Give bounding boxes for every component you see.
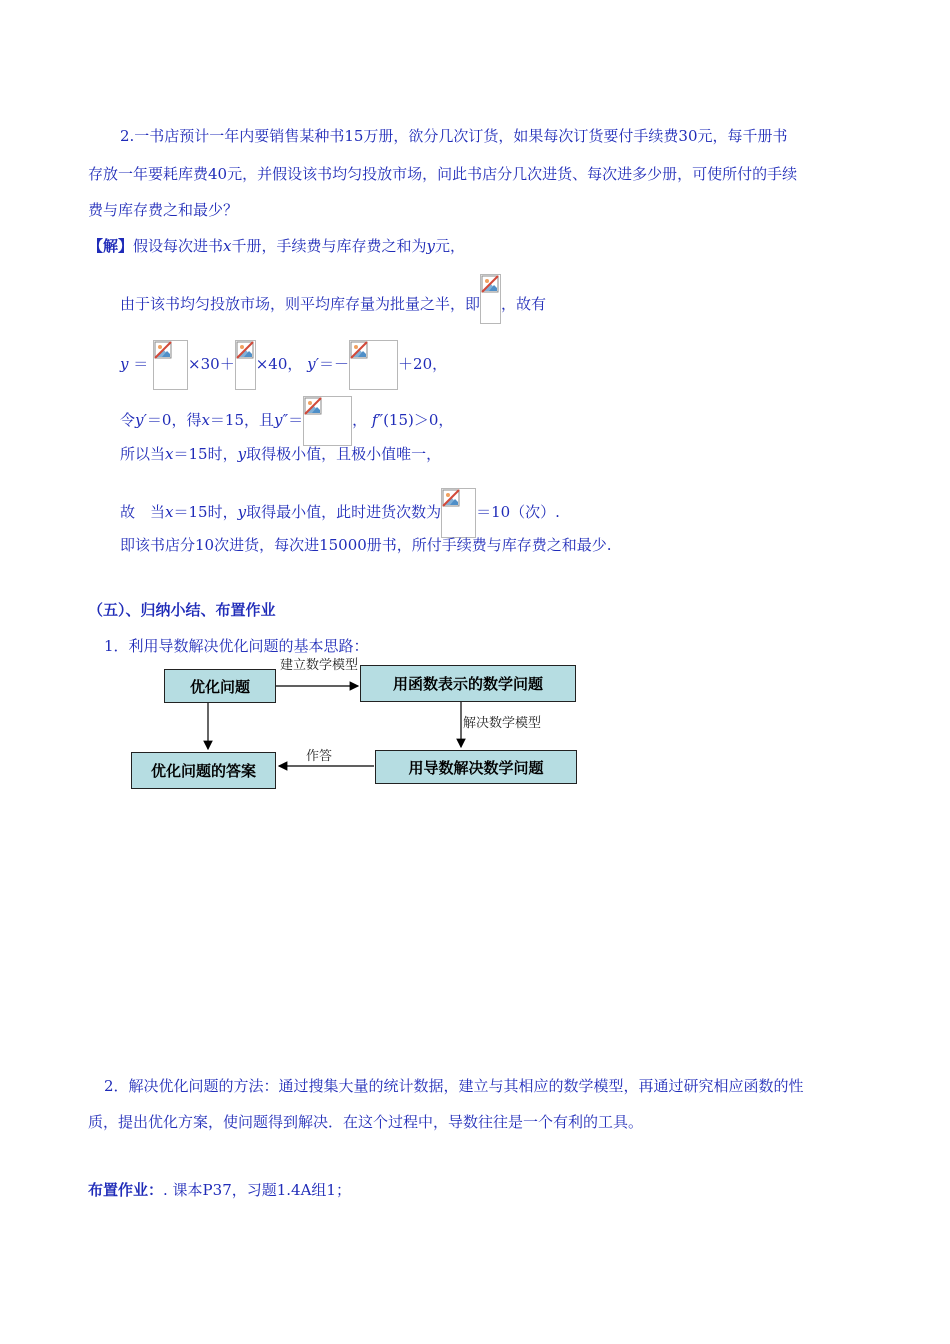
eq-equals: ＝ [128, 355, 149, 373]
var-y: y [426, 237, 435, 255]
avg-text-b: ，故有 [501, 295, 547, 313]
edge-label-model: 建立数学模型 [280, 658, 359, 673]
g-text-a: 故 当 [120, 503, 166, 521]
d-text-e: ， [352, 411, 368, 429]
problem-line-3: 费与库存费之和最少？ [88, 201, 239, 219]
e-text-b: ＝15时， [173, 445, 238, 463]
eq-equals-minus: ＝－ [319, 355, 350, 373]
e-text-a: 所以当 [120, 445, 166, 463]
solution-tag: 【解】 [88, 237, 134, 255]
g-text-d: ＝10（次）. [476, 503, 560, 521]
eq-term-1: ×30＋ [188, 355, 235, 373]
d-f-double-prime: f″ [371, 411, 384, 429]
g-text-c: 取得最小值，此时进货次数为 [246, 503, 442, 521]
g-x: x [165, 503, 174, 521]
homework-label: 布置作业： [88, 1181, 164, 1199]
d-text-d: ＝ [288, 411, 304, 429]
g-y: y [237, 503, 247, 521]
var-x: x [223, 237, 232, 255]
intro-text-c: 元， [435, 237, 466, 255]
eq-y-prime: y′ [307, 355, 320, 373]
problem-line-1: 2.一书店预计一年内要销售某种书15万册，欲分几次订货，如果每次订货要付手续费30元，每千册书 [120, 127, 788, 145]
summary-line-1: 2．解决优化问题的方法：通过搜集大量的统计数据，建立与其相应的数学模型，再通过研究相应函数的性 [104, 1077, 804, 1095]
d-y-double-prime: y″ [274, 411, 289, 429]
eq-term-3: ＋20， [398, 355, 448, 373]
homework-line [88, 1180, 351, 1200]
intro-text-a: 假设每次进书 [133, 237, 224, 255]
box-optimization-problem: 优化问题 [164, 669, 276, 703]
g-text-b: ＝15时， [173, 503, 238, 521]
e-x: x [165, 445, 174, 463]
summary-line-2: 质，提出优化方案，使问题得到解决．在这个过程中，导数往往是一个有利的工具。 [88, 1113, 644, 1131]
d-y-prime: y′ [135, 411, 147, 429]
e-y: y [237, 445, 247, 463]
d-text-a: 令 [120, 411, 136, 429]
box-derivative-solution: 用导数解决数学问题 [375, 750, 577, 784]
point-1: 1．利用导数解决优化问题的基本思路： [104, 637, 369, 655]
eq-term-2: ×40， [255, 355, 303, 373]
d-text-c: ＝15，且 [209, 411, 275, 429]
d-x: x [201, 411, 210, 429]
intro-text-b: 千册，手续费与库存费之和为 [231, 237, 427, 255]
problem-line-2: 存放一年要耗库费40元，并假设该书均匀投放市场，问此书店分几次进货、每次进多少册，可使所付的手续 [88, 165, 798, 183]
d-text-b: ＝0，得 [146, 411, 202, 429]
section-title: （五）、归纳小结、布置作业 [88, 601, 276, 619]
edge-label-solve: 解决数学模型 [463, 716, 542, 731]
avg-text-a: 由于该书均匀投放市场，则平均库存量为批量之半，即 [120, 295, 481, 313]
eq-y: y [120, 355, 129, 373]
conclusion-line: 即该书店分10次进货，每次进15000册书，所付手续费与库存费之和最少. [120, 536, 612, 554]
e-text-c: 取得极小值，且极小值唯一， [246, 445, 442, 463]
edge-label-answer: 作答 [306, 749, 333, 764]
d-text-g: (15)＞0， [383, 411, 454, 429]
box-optimization-answer: 优化问题的答案 [131, 752, 276, 789]
box-math-problem: 用函数表示的数学问题 [360, 665, 576, 702]
homework-text: . 课本P37，习题1.4A组1； [163, 1181, 351, 1199]
